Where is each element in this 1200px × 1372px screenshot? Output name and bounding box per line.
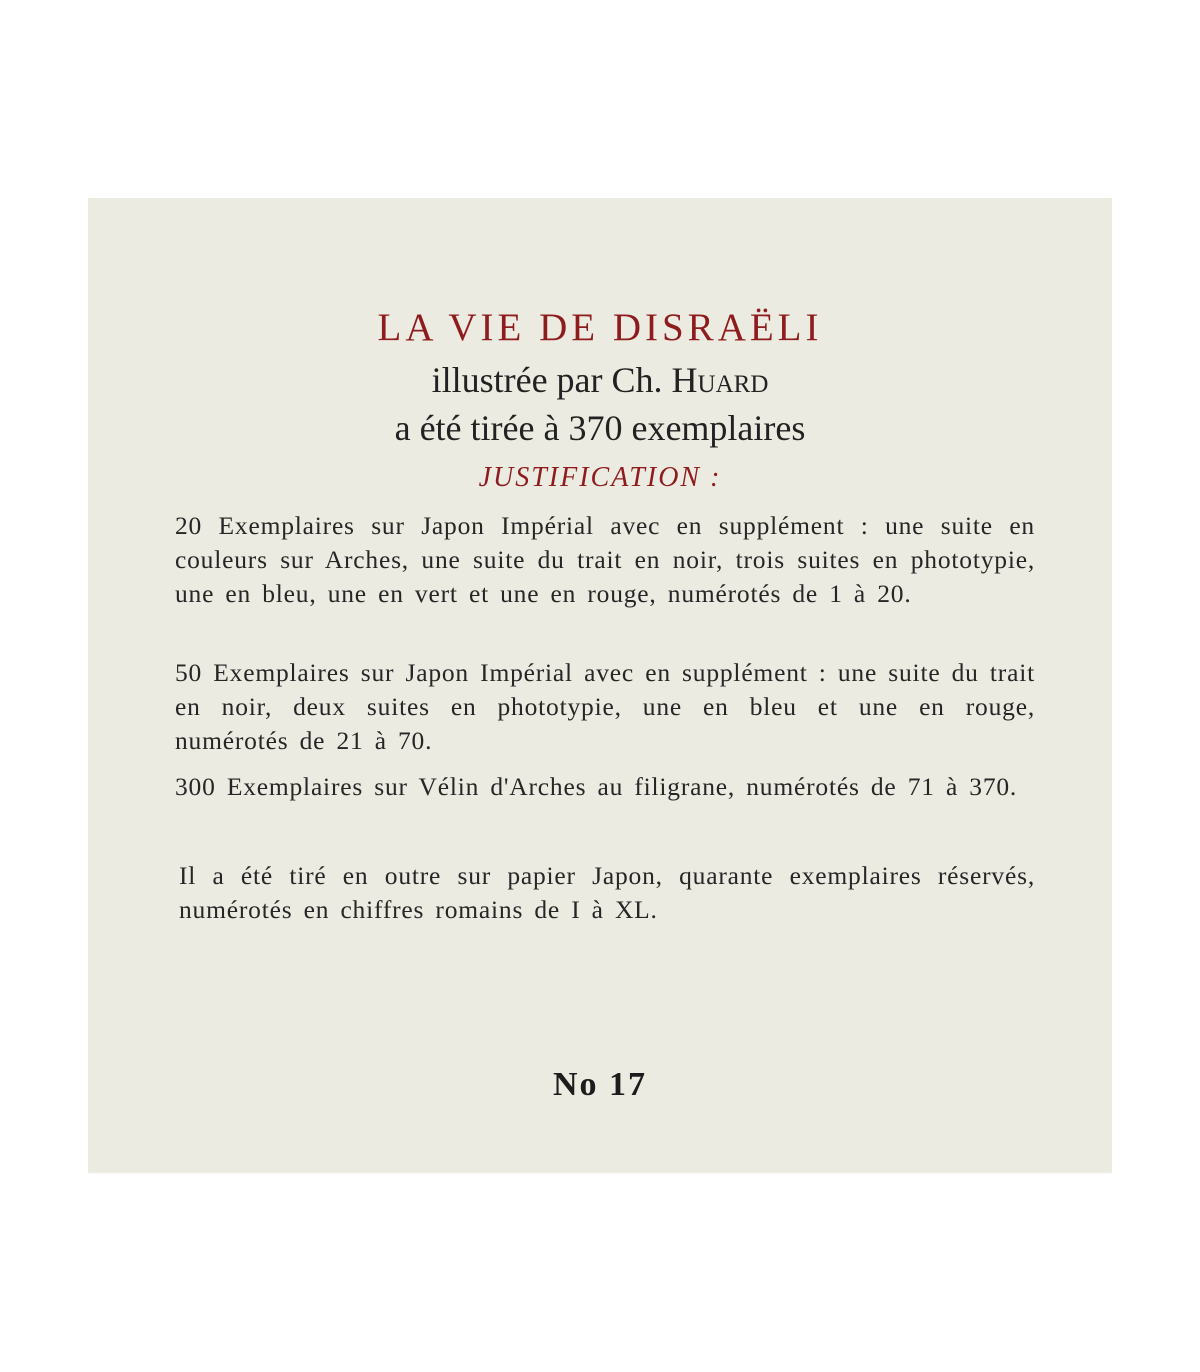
illustrator-prefix: illustrée par Ch. <box>431 360 672 400</box>
book-title: LA VIE DE DISRAËLI <box>377 306 823 349</box>
print-run-line: a été tirée à 370 exemplaires <box>394 408 806 448</box>
edition-paragraph-japon-50: 50 Exemplaires sur Japon Impérial avec en supplément : une suite du trait en noir, deux suites en phototypie, une en bleu et une en rouge, numérotés de 21 à 70. <box>175 658 1035 755</box>
copy-number: No 17 <box>552 1066 648 1103</box>
justification-heading: JUSTIFICATION : <box>478 462 722 493</box>
edition-paragraph-reserved: Il a été tiré en outre sur papier Japon, quarante exemplaires réservés, numérotés en chiffres romains de I à XL. <box>179 861 1035 924</box>
illustrator-line <box>88 358 1112 402</box>
illustrator-name: Huard <box>671 360 769 400</box>
justification-page <box>88 198 1112 1173</box>
edition-paragraph-japon-20: 20 Exemplaires sur Japon Impérial avec en supplément : une suite en couleurs sur Arches, une suite du trait en noir, trois suites en phototypie, une en bleu, une en vert et une en rouge, numérotés de 1 à 20. <box>175 511 1035 608</box>
edition-paragraph-velin-300: 300 Exemplaires sur Vélin d'Arches au filigrane, numérotés de 71 à 370. <box>175 772 1018 801</box>
